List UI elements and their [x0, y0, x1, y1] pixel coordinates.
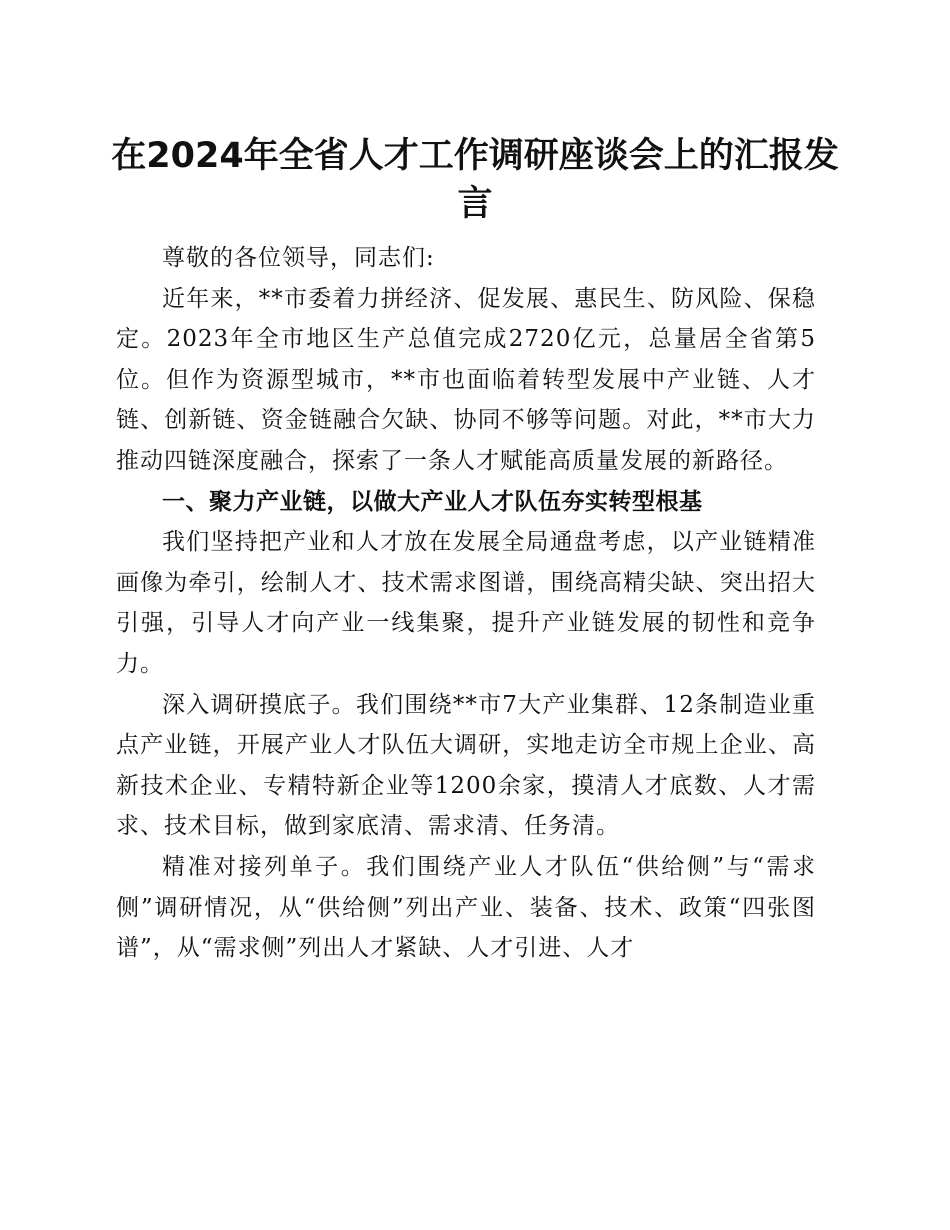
- paragraph: 精准对接列单子。我们围绕产业人才队伍“供给侧”与“需求侧”调研情况，从“供给侧”列出产业、装备、技术、政策“四张图谱”，从“需求侧”列出人才紧缺、人才引进、人才: [116, 853, 816, 962]
- paragraph: 深入调研摸底子。我们围绕**市7大产业集群、12条制造业重点产业链，开展产业人才队伍大调研，实地走访全市规上企业、高新技术企业、专精特新企业等1200余家，摸清人才底数、人才需求、技术目标，做到家底清、需求清、任务清。: [116, 691, 816, 840]
- intro-paragraph: 近年来，**市委着力拼经济、促发展、惠民生、防风险、保稳定。2023年全市地区生产总值完成2720亿元，总量居全省第5位。但作为资源型城市，**市也面临着转型发展中产业链、人才链、创新链、资金链融合欠缺、协同不够等问题。对此，**市大力推动四链深度融合，探索了一条人才赋能高质量发展的新路径。: [116, 285, 816, 474]
- document-title: 在2024年全省人才工作调研座谈会上的汇报发言: [111, 136, 839, 224]
- paragraph: 我们坚持把产业和人才放在发展全局通盘考虑，以产业链精准画像为牵引，绘制人才、技术需求图谱，围绕高精尖缺、突出招大引强，引导人才向产业一线集聚，提升产业链发展的韧性和竞争力。: [116, 529, 816, 677]
- salutation: 尊敬的各位领导，同志们:: [162, 245, 435, 271]
- section-heading: 一、聚力产业链，以做大产业人才队伍夯实转型根基: [162, 488, 703, 515]
- document-body: [116, 238, 816, 969]
